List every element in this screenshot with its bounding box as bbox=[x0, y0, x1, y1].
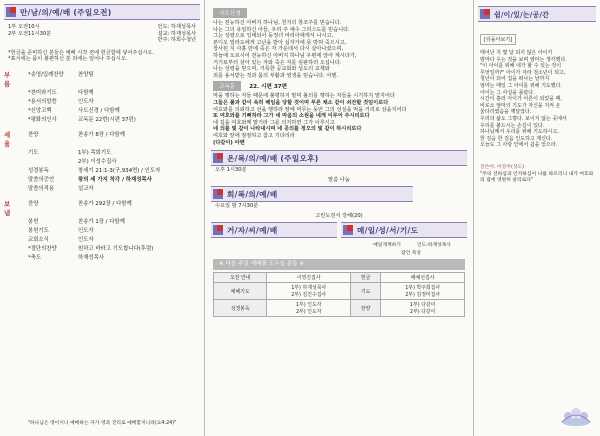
order-section-send bbox=[0, 200, 204, 263]
table-cell: 성경봉독 bbox=[214, 300, 267, 317]
creed-line: 장사된 지 사흘 만에 죽은 자 가운데서 다시 살아나셨으며, bbox=[213, 46, 344, 53]
order-item-content: 찬송가 8장 / 다함께 bbox=[78, 131, 125, 138]
order-item-content: 인도자 bbox=[78, 236, 94, 243]
order-item-name: *신앙고백 bbox=[28, 107, 52, 114]
daily-prayer-info bbox=[205, 241, 473, 248]
order-item-content: 인도자 bbox=[78, 98, 94, 105]
reading-line: 네 의를 빛 같이 나타내시며 네 공의를 정오의 빛 같이 하시리로다 bbox=[213, 126, 362, 133]
order-section-call bbox=[0, 71, 204, 125]
creed-text bbox=[205, 20, 473, 79]
helpers-table bbox=[213, 272, 465, 317]
essay-line: 밤마다 우는 것을 보며 엄마는 생각했다. bbox=[480, 56, 567, 63]
order-item-content: 찬양팀 bbox=[78, 71, 94, 78]
footer-verse: "하나님은 영이시니 예배하는 자가 영과 진리로 예배할지니라(요4:24)" bbox=[27, 421, 177, 427]
essay-line: 시간이 흘러 아이가 어른이 되었을 때, bbox=[480, 96, 562, 103]
table-cell: 1부) 인도자 2부) 인도자 bbox=[267, 300, 351, 317]
creed-badge: 사도신경 bbox=[213, 8, 247, 18]
next-week-helpers-bar: ※ 다음 주일 예배를 도우실 분들 ※ bbox=[213, 259, 465, 270]
flower-decoration-icon bbox=[554, 402, 594, 430]
header-square-icon bbox=[480, 9, 490, 19]
essay-line: 청년이 되어 집을 떠나는 날까지 bbox=[480, 76, 550, 83]
order-section-build bbox=[0, 131, 204, 194]
service-time-1: 1부 오전10시 bbox=[8, 24, 40, 30]
order-item-content: 설교자 bbox=[78, 185, 94, 192]
essay-line: 우리를 붙드시는 손길이 있다. bbox=[480, 122, 545, 129]
bulletin-panel-creed-and-services bbox=[205, 0, 474, 436]
essay-line: 엄마는 매일 그 아이를 위해 기도했다. bbox=[480, 82, 562, 89]
reading-line: 여호와 앞에 잠잠하고 참고 기다리라 bbox=[213, 132, 295, 139]
table-cell: 기도 bbox=[351, 283, 381, 300]
reading-line: 그들은 풀과 같이 속히 베임을 당할 것이며 푸른 채소 같이 쇠잔할 것임이로다 bbox=[213, 99, 389, 106]
table-cell: 예배기도 bbox=[214, 283, 267, 300]
section-header-evening-worship bbox=[211, 150, 467, 166]
header-square-icon bbox=[343, 225, 353, 235]
reading-line: (다같이) 아멘 bbox=[213, 139, 245, 146]
table-cell: 헌금 bbox=[351, 273, 381, 283]
order-item-name: 교회소식 bbox=[28, 236, 49, 243]
section-header-text: 만/남/의/예/배 (주일오전) bbox=[20, 7, 112, 17]
order-item-name: 봉헌 bbox=[28, 218, 39, 225]
essay-line: 하나님께서 우리를 위해 기도하시고, bbox=[480, 129, 559, 136]
order-row bbox=[0, 116, 204, 125]
notice-line-1: *헌금을 준비하신 분들은 예배 시작 전에 헌금함에 넣어주십시오. bbox=[8, 49, 155, 56]
creed-line: 거기로부터 살아 있는 자와 죽은 자를 심판하러 오십니다. bbox=[213, 59, 342, 66]
order-row bbox=[0, 149, 204, 158]
order-section-label: 부름 bbox=[4, 70, 11, 88]
reading-line: 여호와를 의뢰하고 선을 행하라 땅에 머무는 동안 그의 성실을 먹을 거리로 삼을지어다 bbox=[213, 106, 407, 113]
evening-time: 오후 1시30분 bbox=[215, 167, 247, 174]
table-cell: 이영진집사 bbox=[267, 273, 351, 283]
table-row bbox=[214, 283, 465, 300]
two-headers-row bbox=[211, 222, 467, 238]
table-row bbox=[214, 300, 465, 317]
creed-line: 하늘에 오르시어 전능하신 아버지 하나님 우편에 앉아 계시다가, bbox=[213, 52, 357, 59]
order-row bbox=[0, 107, 204, 116]
table-cell: 찬양 bbox=[351, 300, 381, 317]
bulletin-panel-rest-space bbox=[474, 0, 600, 436]
reading-line: 또 여호와를 기뻐하라 그가 네 마음의 소원을 네게 이루어 주시리로다 bbox=[213, 113, 370, 120]
sermon-title: 왕의 세 가지 착각 / 하재성목사 bbox=[78, 176, 152, 183]
order-row bbox=[0, 245, 204, 254]
essay-body bbox=[474, 50, 600, 149]
order-item-name: 말씀의적용 bbox=[28, 185, 55, 192]
order-item-content: 창세기 21:1-3(구,934면) / 인도자 bbox=[78, 167, 161, 174]
section-header-text: 매/일/성/서/기/도 bbox=[357, 225, 419, 235]
order-item-content: 교독문 22번(시편 37편) bbox=[78, 116, 136, 123]
evening-message: 말씀 나눔 bbox=[328, 176, 350, 183]
section-header-text: 온/복/의/예/배 (주일오후) bbox=[227, 153, 319, 163]
wednesday-message: 고린도전서 강해(20) bbox=[315, 212, 363, 219]
section-header-text: 쉼/이/있/는/공/간 bbox=[494, 11, 550, 19]
order-item-name: 찬양 bbox=[28, 131, 39, 138]
section-header-small-group bbox=[211, 222, 337, 238]
responsive-reading-header bbox=[205, 79, 473, 93]
order-item-name bbox=[28, 158, 78, 167]
order-row bbox=[0, 200, 204, 218]
header-square-icon bbox=[6, 7, 16, 17]
order-item-content: 다함께 bbox=[78, 89, 94, 96]
service-times bbox=[0, 24, 204, 44]
creed-line: 나는 전능하신 아버지 하나님, 천지의 창조주를 믿습니다. bbox=[213, 20, 342, 26]
order-item-content: 찬송가 292장 / 다함께 bbox=[78, 200, 132, 207]
order-item-name: 성경봉독 bbox=[28, 167, 49, 174]
section-header-text: 거/자/씨/예/배 bbox=[227, 225, 278, 235]
header-square-icon bbox=[213, 153, 223, 163]
order-item-content: 찬송가 1장 / 다함께 bbox=[78, 218, 125, 225]
order-section-label: 세움 bbox=[4, 130, 11, 148]
creed-line: 본디오 빌라도에게 고난을 받아 십자가에 못 박혀 죽으시고, bbox=[213, 39, 347, 46]
essay-line: 아이는 그 사실을 몰랐다. bbox=[480, 89, 535, 96]
leader-line-2: 설교: 하재성목사 bbox=[157, 30, 196, 37]
order-item-content: 1부) 목회기도 bbox=[78, 149, 112, 156]
table-cell: 오전 안내 bbox=[214, 273, 267, 283]
order-item-name: 기도 bbox=[28, 149, 39, 156]
order-row bbox=[0, 158, 204, 167]
order-item-name: 말씀의증언 bbox=[28, 176, 55, 183]
reading-line: 네 길을 여호와께 맡기라 그를 의지하면 그가 이루시고 bbox=[213, 119, 335, 126]
table-cell: 1부) 다같이 2부) 다같이 bbox=[381, 300, 465, 317]
order-row bbox=[0, 98, 204, 107]
section-header-daily-prayer bbox=[341, 222, 467, 238]
table-cell: 1부) 하재성목사 2부) 김진수집사 bbox=[267, 283, 351, 300]
order-item-content: 인도자 bbox=[78, 227, 94, 234]
service-leaders bbox=[158, 24, 196, 44]
order-row bbox=[0, 71, 204, 89]
order-item-name: *축도 bbox=[28, 254, 42, 261]
table-cell: 배예선집사 bbox=[381, 273, 465, 283]
order-item-content: 하재성목사 bbox=[78, 254, 105, 261]
responsive-badge: 교독문 bbox=[213, 81, 241, 91]
header-square-icon bbox=[213, 225, 223, 235]
section-header-rest-space bbox=[478, 6, 596, 22]
order-item-name: *용서의말씀 bbox=[28, 98, 57, 105]
order-item-name: *결단의찬양 bbox=[28, 245, 57, 252]
section-header-morning-worship bbox=[4, 4, 200, 20]
leader-line-3: 반주: 하희수청년 bbox=[157, 37, 196, 44]
essay-line: 한 걸음 한 걸음 인도하고 계신다. bbox=[480, 135, 553, 142]
essay-line: "이 아이를 위해 내가 할 수 있는 것이 bbox=[480, 63, 562, 70]
order-row bbox=[0, 254, 204, 263]
essay-sticker: [뒤돌아보기] bbox=[480, 34, 516, 45]
wednesday-time: 수요일 밤 7시30분 bbox=[215, 203, 259, 210]
order-item-content: 원하고 바라고 기도합니다(후렴) bbox=[78, 245, 154, 252]
reading-line: 악을 행하는 자들 때문에 불평하지 말며 불의를 행하는 자들을 시기하지 말지어다 bbox=[213, 93, 395, 100]
order-item-content: 2부) 이성수집사 bbox=[78, 158, 117, 165]
bulletin-panel-order-of-worship bbox=[0, 0, 205, 436]
table-row bbox=[214, 273, 465, 283]
daily-prayer-sub1: 매일게재하기 bbox=[373, 243, 401, 249]
order-item-name: *평화의인사 bbox=[28, 116, 57, 123]
notice-text bbox=[0, 44, 204, 65]
order-item-name: 찬양 bbox=[28, 200, 39, 207]
service-time-2: 2부 오전11시30분 bbox=[8, 30, 52, 37]
essay-line: 오늘도 그 사랑 안에서 쉼을 얻으라. bbox=[480, 142, 558, 149]
order-row bbox=[0, 227, 204, 236]
essay-author: 글쓴이: 이강주(성도) bbox=[480, 164, 524, 170]
daily-prayer-sub2: 인도:하재성목사 bbox=[416, 243, 451, 249]
daily-prayer-note: 잠언 묵상 bbox=[400, 251, 421, 257]
order-row bbox=[0, 176, 204, 185]
order-row bbox=[0, 131, 204, 149]
closing-verse: "주의 선하심과 인자하심이 나를 따르리니 내가 여호와의 집에 영원히 살리로다" bbox=[480, 171, 594, 184]
order-row bbox=[0, 89, 204, 98]
essay-line: 울타리였음을 깨달았다. bbox=[480, 109, 532, 116]
essay-line: 무엇일까?" 아이가 자라 청소년이 되고, bbox=[480, 69, 566, 76]
responsive-ref: 22. 시편 37편 bbox=[249, 84, 288, 91]
creed-line: 죄를 용서받는 것과 몸의 부활과 영생을 믿습니다. 아멘. bbox=[213, 72, 339, 79]
order-item-name: *송영/입례찬양 bbox=[28, 71, 64, 78]
responsive-reading bbox=[205, 93, 473, 146]
order-item-content: 사도신경 / 다함께 bbox=[78, 107, 120, 114]
header-square-icon bbox=[213, 189, 223, 199]
service-times-left bbox=[8, 24, 51, 44]
section-header-text: 회/복/의/예/배 bbox=[227, 189, 278, 199]
order-section-label: 보냄 bbox=[4, 199, 11, 217]
section-header-wednesday bbox=[211, 186, 413, 202]
essay-line: 태어난 지 몇 달 되지 않은 아이가 bbox=[480, 50, 553, 56]
table-cell: 1부) 박주희집사 2부) 김정미집사 bbox=[381, 283, 465, 300]
essay-line: 우리의 삶도 그렇다. 보이지 않는 곳에서 bbox=[480, 115, 567, 122]
order-item-name: *찬미와기도 bbox=[28, 89, 57, 96]
creed-line: 나는 성령을 믿으며, 거룩한 공교회와 성도의 교제와 bbox=[213, 66, 330, 73]
order-item-name: 봉헌기도 bbox=[28, 227, 49, 234]
order-row bbox=[0, 236, 204, 245]
leader-line-1: 인도: 하재성목사 bbox=[157, 24, 196, 30]
creed-line: 나는 그의 유일하신 아들, 우리 주 예수 그리스도를 믿습니다. bbox=[213, 26, 350, 33]
creed-line: 그는 성령으로 잉태되어 동정녀 마리아에게서 나시고, bbox=[213, 33, 334, 40]
notice-line-2: *표시에는 몸이 불편하신 분 외에는 일어나 주십시오. bbox=[8, 56, 128, 63]
essay-line: 비로소 엄마의 기도가 자신을 지켜 온 bbox=[480, 102, 561, 109]
order-row bbox=[0, 185, 204, 194]
order-row bbox=[0, 167, 204, 176]
order-row bbox=[0, 218, 204, 227]
